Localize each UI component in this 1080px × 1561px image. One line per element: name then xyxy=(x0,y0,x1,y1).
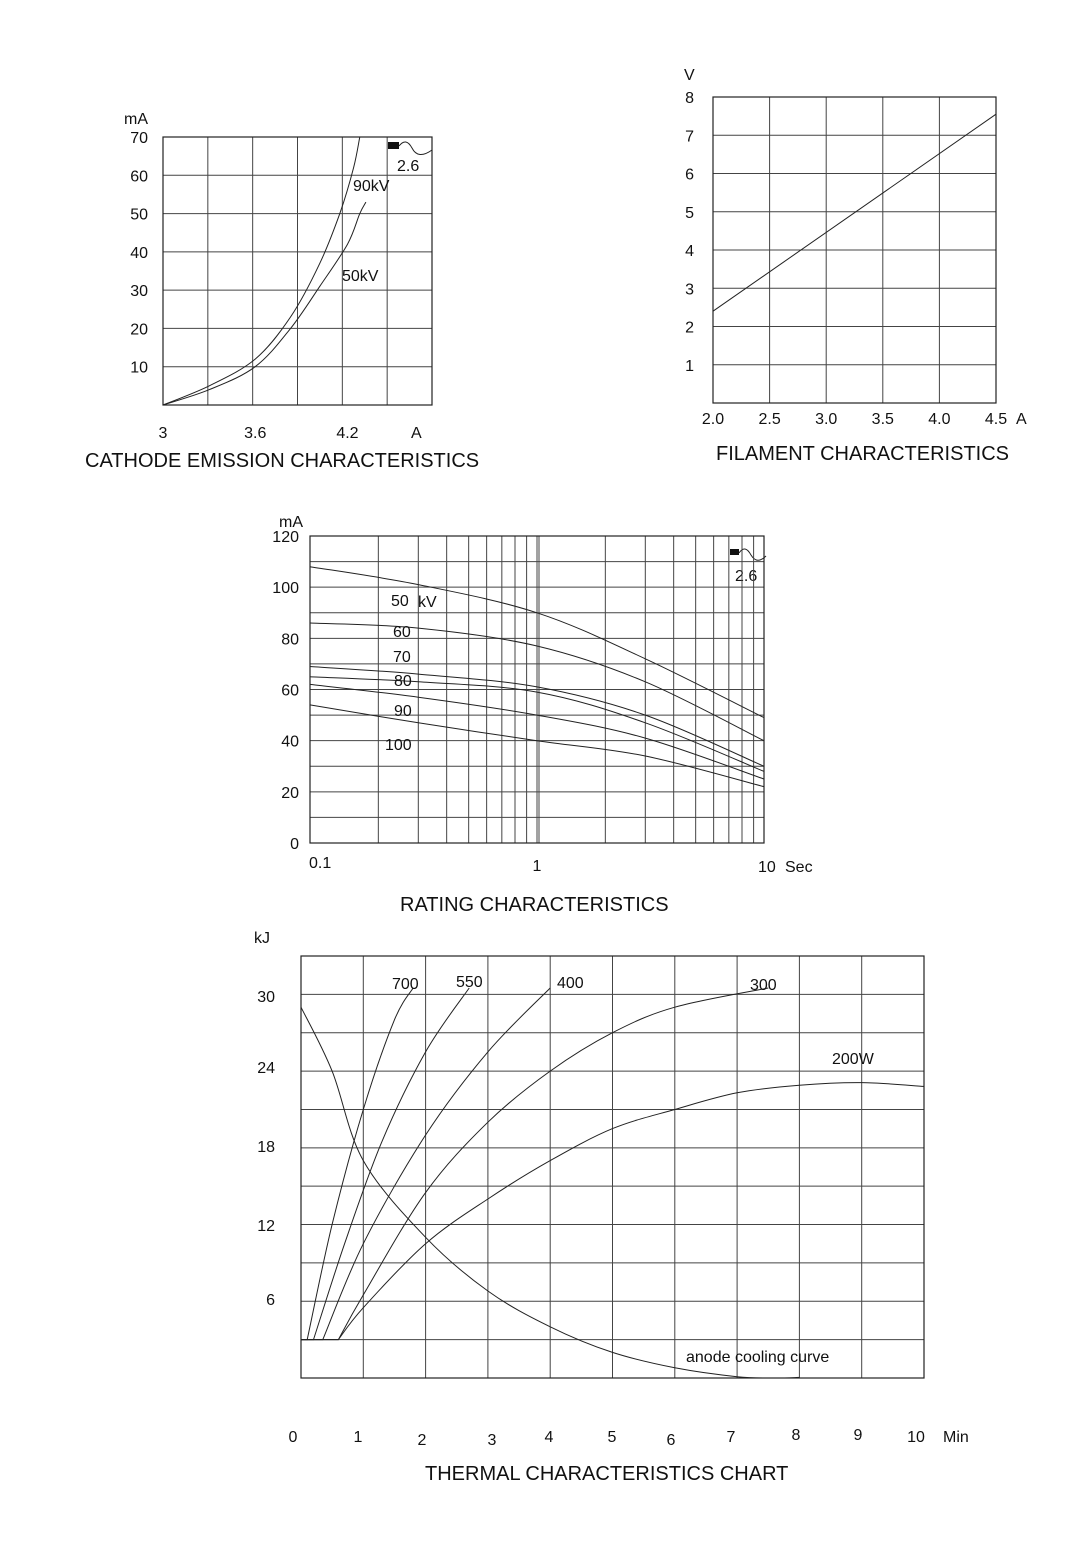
y-tick-label: 24 xyxy=(257,1060,275,1077)
y-tick-label: 30 xyxy=(257,989,275,1006)
x-tick-label: 0.1 xyxy=(309,855,332,872)
y-tick-label: 40 xyxy=(130,244,148,262)
y-tick-label: 12 xyxy=(257,1218,275,1235)
filament-line xyxy=(713,114,996,311)
x-tick-label: 4.5 xyxy=(984,411,1008,428)
x-tick-label: 4.2 xyxy=(336,425,359,442)
focal-spot-icon xyxy=(388,142,432,155)
y-tick-label: 50 xyxy=(130,206,148,224)
cathode-focal-spot-label: 2.6 xyxy=(397,158,420,175)
filament-title: FILAMENT CHARACTERISTICS xyxy=(716,443,1009,465)
x-tick-label: 4.0 xyxy=(928,411,951,428)
x-tick-label: 6 xyxy=(666,1432,676,1449)
y-tick-label: 4 xyxy=(685,243,694,260)
series-label-550: 550 xyxy=(456,974,483,991)
series-label-200W: 200W xyxy=(832,1051,874,1068)
series-label-50kV: 50kV xyxy=(342,268,379,285)
series-label-70: 70 xyxy=(393,649,411,666)
series-label-90kV: 90kV xyxy=(353,178,390,195)
y-tick-label: 20 xyxy=(281,784,299,802)
rating-focal-spot-label: 2.6 xyxy=(735,568,758,585)
x-tick-label: 4 xyxy=(544,1429,554,1446)
series-line-550 xyxy=(301,988,469,1340)
series-line-50kV xyxy=(163,202,366,405)
thermal-xunit: Min xyxy=(943,1429,969,1446)
y-tick-label: 7 xyxy=(685,128,694,146)
x-tick-label: 9 xyxy=(853,1427,863,1444)
filament-ylabel: V xyxy=(684,67,695,84)
y-tick-label: 40 xyxy=(281,733,299,751)
rating-series-unit: kV xyxy=(418,594,437,611)
x-tick-label: 3.6 xyxy=(244,425,267,442)
x-tick-label: 3 xyxy=(487,1432,497,1449)
y-tick-label: 1 xyxy=(685,357,694,375)
y-tick-label: 0 xyxy=(290,836,299,853)
y-tick-label: 100 xyxy=(272,580,299,598)
series-line-300 xyxy=(301,988,768,1340)
rating-xunit: Sec xyxy=(785,859,813,876)
y-tick-label: 20 xyxy=(130,321,148,339)
x-tick-label: 10 xyxy=(907,1429,925,1446)
rating-chart xyxy=(272,514,812,916)
y-tick-label: 8 xyxy=(685,90,694,107)
series-label-60: 60 xyxy=(393,624,411,641)
series-label-90: 90 xyxy=(394,703,412,720)
y-tick-label: 30 xyxy=(130,283,148,301)
thermal-ylabel: kJ xyxy=(254,930,270,947)
x-tick-label: 0 xyxy=(288,1429,298,1446)
series-label-700: 700 xyxy=(392,976,419,993)
x-tick-label: 2 xyxy=(417,1432,427,1449)
anode-cooling-curve-label: anode cooling curve xyxy=(686,1349,830,1366)
series-label-50: 50 xyxy=(391,593,409,610)
x-tick-label: 2.0 xyxy=(701,411,725,428)
cathode-emission-chart xyxy=(85,111,479,472)
x-tick-label: 5 xyxy=(607,1429,617,1446)
series-label-100: 100 xyxy=(385,737,412,754)
y-tick-label: 10 xyxy=(130,359,148,377)
cathode-xunit: A xyxy=(411,425,422,442)
y-tick-label: 3 xyxy=(685,281,694,299)
rating-title: RATING CHARACTERISTICS xyxy=(400,894,669,916)
series-label-300: 300 xyxy=(750,977,777,994)
x-tick-label: 1 xyxy=(353,1429,363,1446)
x-tick-label: 3 xyxy=(158,425,168,442)
y-tick-label: 70 xyxy=(130,130,148,147)
y-tick-label: 2 xyxy=(685,319,694,337)
y-tick-label: 5 xyxy=(685,204,694,222)
y-tick-label: 120 xyxy=(272,529,299,546)
filament-xunit: A xyxy=(1016,411,1027,428)
series-label-80: 80 xyxy=(394,673,412,690)
focal-spot-icon xyxy=(730,549,766,560)
y-tick-label: 60 xyxy=(130,168,148,186)
x-tick-label: 7 xyxy=(726,1429,736,1446)
y-tick-label: 60 xyxy=(281,682,299,700)
x-tick-label: 2.5 xyxy=(758,411,781,428)
filament-chart xyxy=(684,67,1027,465)
y-tick-label: 18 xyxy=(257,1139,275,1156)
y-tick-label: 6 xyxy=(685,166,694,184)
y-tick-label: 6 xyxy=(266,1292,275,1309)
y-tick-label: 80 xyxy=(281,631,299,649)
cathode-title: CATHODE EMISSION CHARACTERISTICS xyxy=(85,450,480,472)
x-tick-label: 3.5 xyxy=(871,411,894,428)
x-tick-label: 10 xyxy=(758,859,776,876)
x-tick-label: 3.0 xyxy=(815,411,838,428)
series-label-400: 400 xyxy=(557,975,584,992)
thermal-chart xyxy=(254,930,969,1485)
cathode-ylabel: mA xyxy=(124,111,148,128)
x-tick-label: 1 xyxy=(532,858,542,875)
x-tick-label: 8 xyxy=(791,1427,801,1444)
rating-ylabel: mA xyxy=(279,514,303,531)
thermal-title: THERMAL CHARACTERISTICS CHART xyxy=(425,1463,789,1485)
